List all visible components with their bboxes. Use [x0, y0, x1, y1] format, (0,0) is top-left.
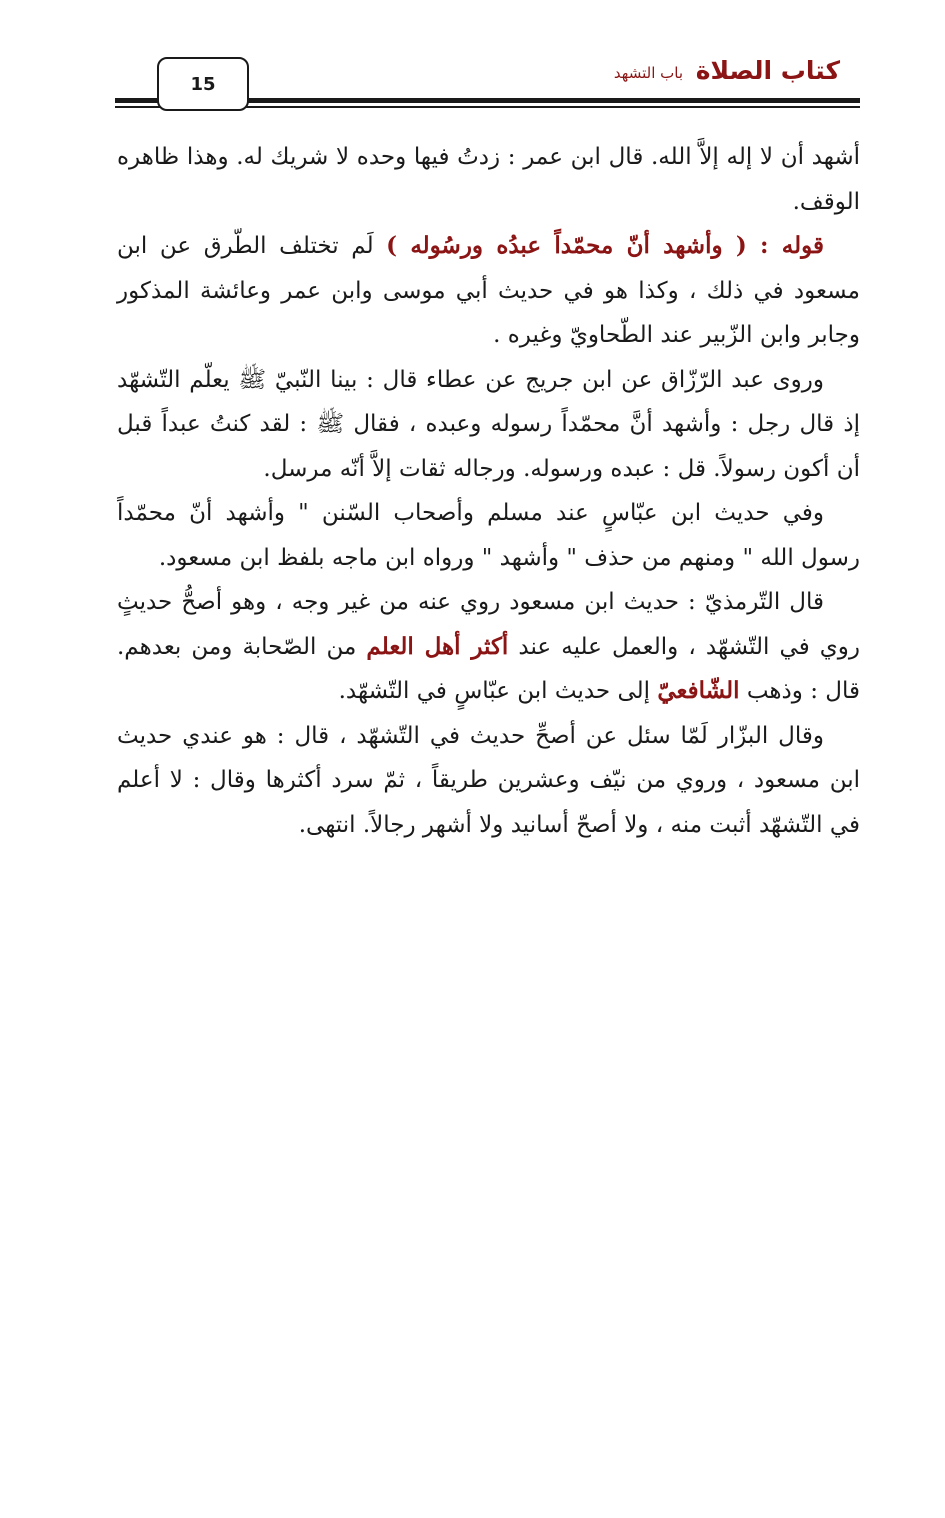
chapter-title: باب التشهد — [613, 64, 683, 82]
highlight-term: الشّافعيّ — [657, 677, 740, 704]
highlight-term: أكثر أهل العلم — [366, 632, 509, 660]
page-number: 15 — [157, 57, 249, 111]
text-segment: وفي حديث ابن عبّاسٍ عند مسلم وأصحاب السّنن " وأشهد أنّ محمّداً رسول الله " ومنهم من حذف " وأشهد " ورواه ابن ماجه بلفظ ابن مسعود. — [117, 500, 860, 571]
paragraph-2 — [117, 224, 860, 358]
text-segment: من الصّحابة ومن بعدهم. قال : وذهب — [117, 633, 860, 704]
quoted-phrase: قوله : ( وأشهد أنّ محمّداً عبدُه ورسُوله ) — [386, 232, 824, 259]
text-segment: أشهد أن لا إله إلاَّ الله. قال ابن عمر : زدتُ فيها وحده لا شريك له. وهذا ظاهره الوقف. — [117, 144, 860, 215]
text-segment: إلى حديث ابن عبّاسٍ في التّشهّد. — [338, 678, 658, 704]
page-body — [117, 135, 860, 847]
paragraph-5 — [117, 580, 860, 714]
page-header — [0, 0, 945, 120]
paragraph-4 — [117, 491, 860, 580]
text-segment: قال التّرمذيّ : حديث ابن مسعود روي عنه من غير وجه ، وهو أصحُّ حديثٍ روي في التّشهّد ، والعمل عليه عند — [117, 589, 860, 660]
text-segment: وروى عبد الرّزّاق عن ابن جريج عن عطاء قال : بينا النّبيّ ﷺ يعلّم التّشهّد إذ قال رجل : وأشهد أنَّ محمّداً رسوله وعبده ، فقال ﷺ : لقد كنتُ عبداً قبل أن أكون رسولاً. قل : عبده ورسوله. ورجاله ثقات إلاَّ أنّه مرسل. — [117, 366, 860, 482]
paragraph-3 — [117, 358, 860, 492]
text-segment: لَم تختلف الطّرق عن ابن مسعود في ذلك ، وكذا هو في حديث أبي موسى وابن عمر وعائشة المذكور وجابر وابن الزّبير عند الطّحاويّ وغيره . — [117, 233, 860, 348]
paragraph-1 — [117, 135, 860, 224]
book-title: كتاب الصلاة — [695, 56, 840, 85]
paragraph-6 — [117, 714, 860, 848]
text-segment: وقال البزّار لَمّا سئل عن أصحِّ حديث في التّشهّد ، قال : هو عندي حديث ابن مسعود ، وروي من نيّف وعشرين طريقاً ، ثمّ سرد أكثرها وقال : لا أعلم في التّشهّد أثبت منه ، ولا أصحّ أسانيد ولا أشهر رجالاً. انتهى. — [117, 722, 860, 838]
